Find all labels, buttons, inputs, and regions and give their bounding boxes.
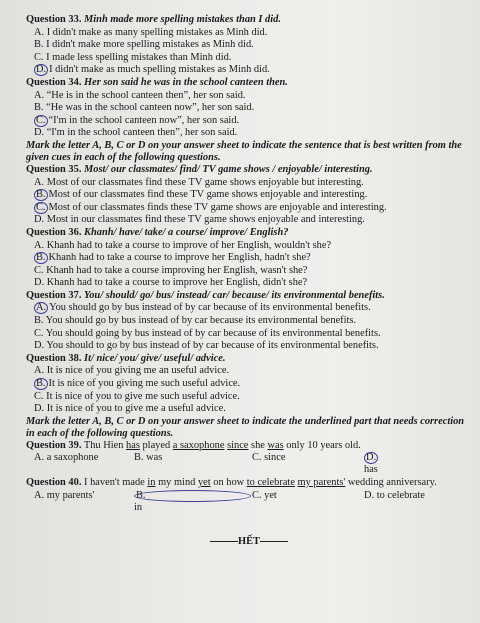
q39-option-b: B. was: [134, 452, 163, 464]
q38-option-b: B. It is nice of you giving me such useful advice.: [36, 378, 241, 390]
answer-circle-mark: A.: [36, 302, 47, 314]
answer-circle-mark: D.: [36, 64, 47, 76]
instruction-error-correction: Mark the letter A, B, C or D on your answer sheet to indicate the underlined part that needs correction in each of the following questions.: [26, 415, 465, 439]
question-34-header: Question 34. Her son said he was in the school canteen then.: [26, 76, 288, 88]
q37-option-c: C. You should going by bus instead of by car because of its environmental benefits.: [34, 327, 381, 339]
q35-option-a: A. Most of our classmates find these TV game shows enjoyable but interesting.: [34, 176, 364, 188]
q36-option-c: C. Khanh had to take a course improving her English, wasn't she?: [34, 264, 308, 276]
q39-option-c: C. since: [252, 452, 286, 464]
question-35-prompt: Most/ our classmates/ find/ TV game shows / enjoyable/ interesting.: [84, 163, 373, 175]
answer-circle-mark: B.: [36, 252, 46, 264]
question-40-sentence: Question 40. I haven't made in my mind yet on how to celebrate my parents' wedding anniversary.: [26, 477, 437, 488]
q36-option-d: D. Khanh had to take a course to improve her English, didn't she?: [34, 277, 308, 289]
q34-option-a: A. “He is in the school canteen then”, her son said.: [34, 89, 246, 101]
question-33-prompt: Minh made more spelling mistakes than I did.: [84, 14, 281, 25]
question-36-header: Question 36. Khanh/ have/ take/ a course/ improve/ English?: [26, 226, 289, 238]
answer-circle-mark: B.: [134, 490, 251, 502]
question-33-header: Question 33. Minh made more spelling mistakes than I did.: [26, 14, 281, 25]
q38-option-a: A. It is nice of you giving me an useful advice.: [34, 365, 230, 377]
q40-options: [26, 490, 472, 515]
answer-circle-mark: B.: [36, 189, 46, 201]
q36-option-a: A. Khanh had to take a course to improve of her English, wouldn't she?: [34, 239, 332, 251]
q33-option-c: C. I made less spelling mistakes than Minh did.: [34, 51, 232, 63]
q37-option-d: D. You should to go by bus instead of by car because of its environmental benefits.: [34, 340, 379, 352]
q34-option-c: C. “I'm in the school canteen now”, her son said.: [36, 114, 240, 126]
q39-option-a: A. a saxophone: [34, 452, 99, 464]
q35-option-d: D. Most in our classmates find these TV game shows enjoyable and interesting.: [34, 214, 365, 226]
question-34-prompt: Her son said he was in the school canteen then.: [84, 76, 288, 88]
q33-option-d: D. I didn't make as much spelling mistakes as Minh did.: [36, 64, 270, 76]
q38-option-c: C. It is nice of you to give me such useful advice.: [34, 390, 240, 402]
q34-option-d: D. “I'm in the school canteen then”, her son said.: [34, 127, 238, 139]
question-37-header: Question 37. You/ should/ go/ bus/ instead/ car/ because/ its environmental benefits.: [26, 289, 385, 301]
q39-option-d: D. has: [364, 452, 378, 476]
q33-option-a: A. I didn't make as many spelling mistakes as Minh did.: [34, 26, 268, 38]
q40-option-c: C. yet: [252, 489, 277, 501]
q38-option-d: D. It is nice of you to give me a useful advice.: [34, 403, 226, 415]
question-38-prompt: It/ nice/ you/ give/ useful/ advice.: [84, 352, 226, 364]
q36-option-b: B. Khanh had to take a course to improve her English, hadn't she?: [36, 252, 311, 264]
q37-option-b: B. You should go by bus instead of by car because its environmental benefits.: [34, 315, 357, 327]
answer-circle-mark: C.: [36, 114, 46, 126]
question-37-prompt: You/ should/ go/ bus/ instead/ car/ because/ its environmental benefits.: [84, 289, 385, 301]
q35-option-c: C. Most of our classmates finds these TV game shows are enjoyable and interesting.: [36, 201, 387, 213]
question-39-sentence: Question 39. Thu Hien has played a saxophone since she was only 10 years old.: [26, 439, 361, 451]
q39-options: [26, 452, 472, 477]
q40-option-d: D. to celebrate: [364, 489, 425, 501]
q33-option-b: B. I didn't make more spelling mistakes as Minh did.: [34, 39, 254, 51]
instruction-sentence-building: Mark the letter A, B, C or D on your answer sheet to indicate the sentence that is best written from the given cues in each of the following questions.: [26, 139, 462, 163]
answer-circle-mark: D.: [366, 452, 377, 464]
end-marker: HẾT: [26, 536, 472, 547]
q40-option-a: A. my parents': [34, 489, 95, 501]
answer-circle-mark: C.: [36, 201, 46, 213]
q40-option-b: B. in: [134, 490, 252, 515]
q37-option-a: A. You should go by bus instead of by car because of its environmental benefits.: [36, 302, 371, 314]
q34-option-b: B. “He was in the school canteen now”, her son said.: [34, 102, 255, 114]
question-38-header: Question 38. It/ nice/ you/ give/ useful/ advice.: [26, 352, 226, 364]
q35-option-b: B. Most of our classmates find these TV game shows enjoyable and interesting.: [36, 189, 368, 201]
question-35-header: Question 35. Most/ our classmates/ find/ TV game shows / enjoyable/ interesting.: [26, 163, 373, 175]
answer-circle-mark: B.: [36, 378, 46, 390]
question-36-prompt: Khanh/ have/ take/ a course/ improve/ English?: [84, 226, 289, 238]
